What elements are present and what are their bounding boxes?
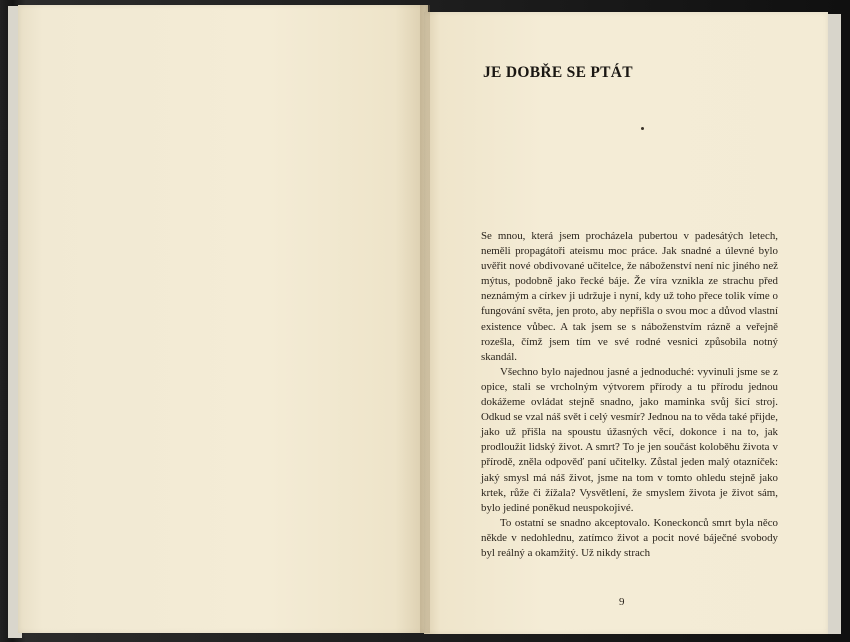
paragraph-2: Všechno bylo najednou jasné a jednoduché: vyvinuli jsme se z opice, stali se vrcholným výtvorem přírody a tu přírodu jednou dokážeme ovládat stejně snadno, jako maminka svůj šicí stroj. Odkud se vzal náš svět i celý vesmír? Jednou na to věda také přijde, jako už přišla na spoustu úžasných věcí, dokonce i na to, jak prodloužit lidský život. A smrt? To je jen součást koloběhu života v přírodě, zněla odpověď paní učitelky. Zůstal jeden malý otazníček: jaký smysl má náš život, jsme na tom v tomto ohledu stejně jako krtek, růže či žížala? Vysvětlení, že smyslem života je život sám, bylo jediné poněkud neuspokojivé. bbox=[481, 365, 778, 514]
left-page-blank bbox=[18, 5, 428, 633]
paragraph-3: To ostatní se snadno akceptovalo. Koneckonců smrt byla něco někde v nedohlednu, zatímco život a pocit nové báječné svobody byl reálný a okamžitý. Už nikdy strach bbox=[481, 516, 778, 559]
chapter-title: JE DOBŘE SE PTÁT bbox=[483, 64, 633, 81]
book-gutter bbox=[420, 5, 430, 633]
book-cover-edge-right bbox=[826, 14, 841, 634]
paragraph-1: Se mnou, která jsem procházela pubertou v padesátých letech, neměli propagátoři ateismu moc práce. Jak snadné a úlevné bylo uvěřit nové obdivované učitelce, že náboženství není nic jiného než mýtus, podobně jako řecké báje. Že víra vznikla ze strachu před neznámým a církev ji udržuje i nyní, kdy už toho přece tolik víme o fungování světa, jen proto, aby nepřišla o svou moc a důvod vlastní existence vůbec. A tak jsem se s náboženstvím rázně a veřejně rozešla, čímž jsem tím ve své rodné vesnici způsobila notný skandál. bbox=[481, 230, 778, 363]
body-text bbox=[481, 229, 778, 561]
paper-speck bbox=[641, 127, 644, 130]
page-number: 9 bbox=[619, 596, 625, 608]
